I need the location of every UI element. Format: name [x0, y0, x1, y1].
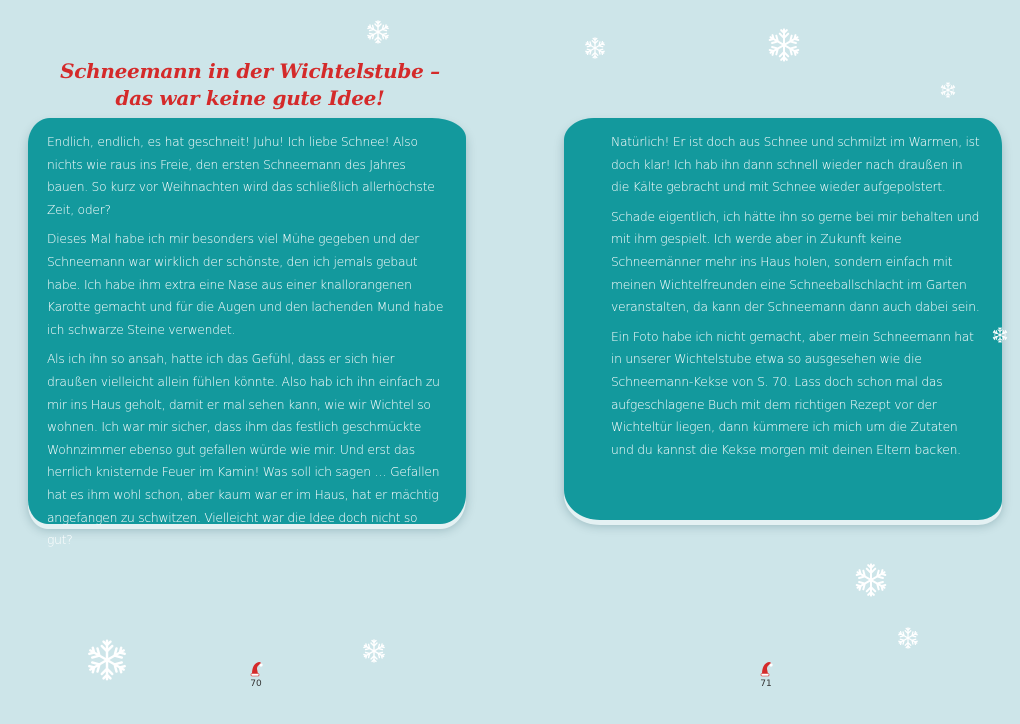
- gnome-hat-icon: [759, 660, 773, 678]
- page-number-left: [241, 660, 271, 689]
- story-paragraph-3: Als ich ihn so ansah, hatte ich das Gefühl, dass er sich hier draußen vielleicht allein fühlen könnte. Also hab ich ihn einfach zu mir ins Haus geholt, damit er mal sehen kann, wie wir Wichtel so wohnen. Ich war mir sicher, dass ihm das festlich geschmückte Wohnzimmer ebenso gut gefallen würde wie mir. Und erst das herrlich knisternde Feuer im Kamin! Was soll ich sagen … Gefallen hat es ihm wohl schon, aber kaum war er im Haus, hat er mächtig angefangen zu schwitzen. Vielleicht war die Idee doch nicht so gut?: [47, 352, 440, 548]
- snowflake-icon: [940, 82, 956, 98]
- story-card-left: [28, 118, 466, 548]
- snowflake-icon: [767, 28, 801, 62]
- page-number: 70: [250, 679, 262, 689]
- story-paragraph-1: Endlich, endlich, es hat geschneit! Juhu! Ich liebe Schnee! Also nichts wie raus ins Freie, den ersten Schneemann des Jahres bauen. So kurz vor Weihnachten wird das schließlich allerhöchste Zeit, oder?: [47, 135, 435, 217]
- title-line-1: Schneemann in der Wichtelstube –: [60, 59, 440, 83]
- title-line-2: das war keine gute Idee!: [115, 86, 385, 110]
- story-paragraph-4: Natürlich! Er ist doch aus Schnee und schmilzt im Warmen, ist doch klar! Ich hab ihn dann schnell wieder nach draußen in die Kälte gebracht und mit Schnee wieder aufgepolstert.: [611, 135, 980, 195]
- snowflake-icon: [584, 37, 606, 59]
- story-paragraph-5: Schade eigentlich, ich hätte ihn so gerne bei mir behalten und mit ihm gespielt. Ich werde aber in Zukunft keine Schneemänner mehr ins Haus holen, sondern einfach mit meinen Wichtelfreunden eine Schneeballschlacht im Garten veranstalten, da kann der Schneemann dann auch dabei sein.: [611, 209, 980, 315]
- page-title: [60, 58, 440, 112]
- snowflake-icon: [362, 638, 386, 664]
- page-number-right: [751, 660, 781, 689]
- snowflake-icon: [992, 327, 1008, 343]
- story-paragraph-6: Ein Foto habe ich nicht gemacht, aber mein Schneemann hat in unserer Wichtelstube etwa so ausgesehen wie die Schneemann-Kekse von S. 70. Lass doch schon mal das aufgeschlagene Buch mit dem richtigen Rezept vor der Wichteltür liegen, dann kümmere ich mich um die Zutaten und du kannst die Kekse morgen mit deinen Eltern backen.: [611, 329, 974, 457]
- snowflake-icon: [86, 636, 128, 684]
- snowflake-icon: [854, 560, 888, 600]
- snowflake-icon: [366, 20, 390, 44]
- gnome-hat-icon: [249, 660, 263, 678]
- page-number: 71: [760, 679, 772, 689]
- story-card-right: [564, 118, 1002, 520]
- story-paragraph-2: Dieses Mal habe ich mir besonders viel Mühe gegeben und der Schneemann war wirklich der schönste, den ich jemals gebaut habe. Ich habe ihm extra eine Nase aus einer knallorangenen Karotte gemacht und für die Augen und den lachenden Mund habe ich schwarze Steine verwendet.: [47, 232, 444, 337]
- snowflake-icon: [897, 625, 919, 651]
